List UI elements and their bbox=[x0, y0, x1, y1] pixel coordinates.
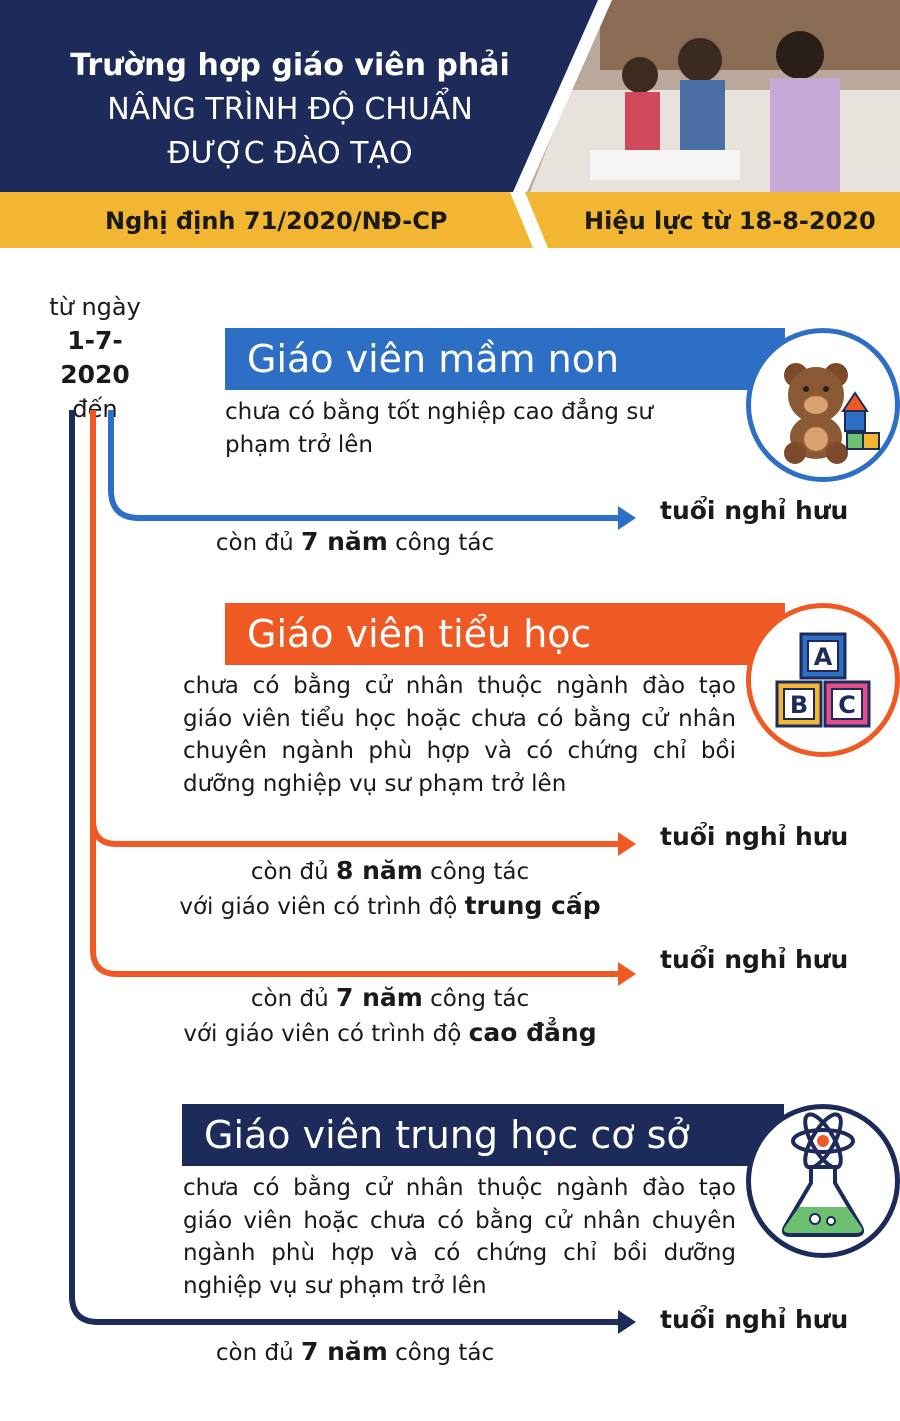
title-line-1: Trường hợp giáo viên phải bbox=[70, 48, 510, 83]
decree-label: Nghị định 71/2020/NĐ-CP bbox=[105, 207, 448, 235]
note-line-1 bbox=[170, 854, 610, 889]
outcome-note bbox=[170, 981, 610, 1051]
note-years: 7 năm bbox=[335, 983, 423, 1012]
svg-text:B: B bbox=[789, 691, 809, 719]
abc-blocks-icon bbox=[751, 608, 895, 752]
primary-badge bbox=[746, 603, 900, 757]
note-years: 7 năm bbox=[300, 1337, 388, 1366]
note-suffix: công tác bbox=[387, 1340, 495, 1366]
note-line-2 bbox=[170, 1016, 610, 1051]
orange-arrow-head-2 bbox=[618, 962, 636, 986]
start-date: 1-7-2020 bbox=[60, 326, 130, 389]
note-years: 7 năm bbox=[300, 527, 388, 556]
outcome-note bbox=[200, 525, 510, 560]
note-suffix: công tác bbox=[387, 530, 495, 556]
effective-date-label: Hiệu lực từ 18-8-2020 bbox=[584, 207, 876, 235]
retirement-label: tuổi nghỉ hưu bbox=[660, 822, 849, 851]
note-level: trung cấp bbox=[464, 891, 601, 920]
orange-arrow-head-1 bbox=[618, 832, 636, 856]
retirement-label: tuổi nghỉ hưu bbox=[660, 496, 849, 525]
note-prefix: còn đủ bbox=[250, 859, 336, 885]
note-prefix: còn đủ bbox=[215, 1340, 301, 1366]
title-line-3: ĐƯỢC ĐÀO TẠO bbox=[167, 136, 413, 171]
svg-text:C: C bbox=[838, 691, 856, 719]
until-text: đến bbox=[72, 395, 118, 423]
teddy-bear-icon bbox=[751, 333, 895, 477]
title-line-2: NÂNG TRÌNH ĐỘ CHUẨN bbox=[107, 92, 473, 127]
section-description-preschool: chưa có bằng tốt nghiệp cao đẳng sư phạm trở lên bbox=[225, 399, 653, 458]
from-text: từ ngày bbox=[49, 293, 141, 321]
note-years: 8 năm bbox=[335, 856, 423, 885]
svg-text:A: A bbox=[813, 643, 833, 671]
blue-arrow-head bbox=[618, 506, 636, 530]
secondary-badge bbox=[746, 1104, 900, 1258]
outcome-note bbox=[200, 1335, 510, 1370]
note-level-prefix: với giáo viên có trình độ bbox=[183, 1021, 469, 1047]
section-title-primary: Giáo viên tiểu học bbox=[225, 603, 785, 665]
outcome-note bbox=[170, 854, 610, 924]
section-description-secondary: chưa có bằng cử nhân thuộc ngành đào tạo giáo viên hoặc chưa có bằng cử nhân chuyên ngành phù hợp và có chứng chỉ bồi dưỡng nghiệp vụ sư phạm trở lên bbox=[183, 1175, 736, 1299]
note-level-prefix: với giáo viên có trình độ bbox=[179, 894, 465, 920]
navy-arrow-head bbox=[618, 1310, 636, 1334]
section-title-preschool: Giáo viên mầm non bbox=[225, 328, 785, 390]
science-flask-icon bbox=[751, 1109, 895, 1253]
note-line-1 bbox=[170, 981, 610, 1016]
retirement-label: tuổi nghỉ hưu bbox=[660, 1305, 849, 1334]
note-level: cao đẳng bbox=[468, 1018, 597, 1047]
note-line-2 bbox=[170, 889, 610, 924]
note-suffix: công tác bbox=[422, 986, 530, 1012]
preschool-badge bbox=[746, 328, 900, 482]
section-title-secondary: Giáo viên trung học cơ sở bbox=[182, 1104, 784, 1166]
section-description-primary: chưa có bằng cử nhân thuộc ngành đào tạo giáo viên tiểu học hoặc chưa có bằng cử nhân chuyên ngành phù hợp và có chứng chỉ bồi dưỡng nghiệp vụ sư phạm trở lên bbox=[183, 673, 736, 797]
note-suffix: công tác bbox=[422, 859, 530, 885]
note-prefix: còn đủ bbox=[215, 530, 301, 556]
retirement-label: tuổi nghỉ hưu bbox=[660, 945, 849, 974]
note-prefix: còn đủ bbox=[250, 986, 336, 1012]
